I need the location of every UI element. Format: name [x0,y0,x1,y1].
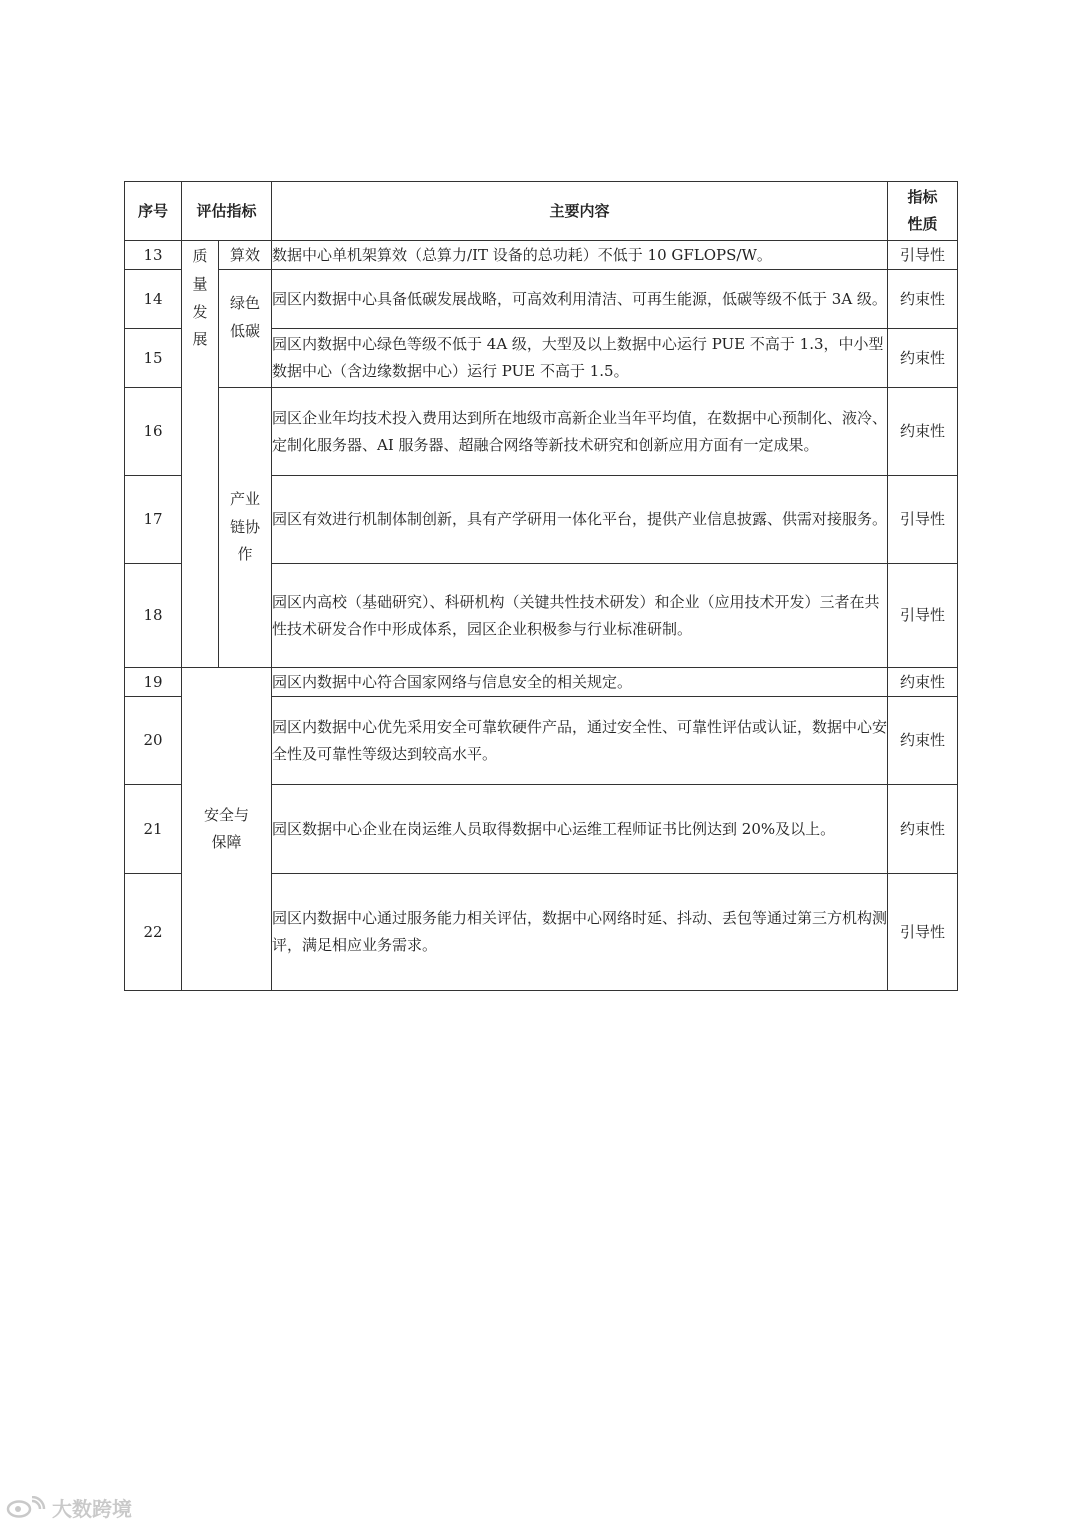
row-nature: 引导性 [888,874,958,991]
table-row [125,241,958,270]
subcategory-green-label: 绿色低碳 [229,294,260,340]
row-number: 17 [125,476,182,564]
row-number: 20 [125,697,182,785]
subcategory-green [219,270,272,388]
row-content: 园区内数据中心通过服务能力相关评估，数据中心网络时延、抖动、丢包等通过第三方机构测评，满足相应业务需求。 [272,874,888,991]
row-nature: 约束性 [888,697,958,785]
category-quality [182,241,219,668]
row-nature: 引导性 [888,476,958,564]
row-nature: 约束性 [888,329,958,388]
row-number: 15 [125,329,182,388]
subcategory-chain-label: 产业链协作 [229,489,260,564]
table-row [125,668,958,697]
row-nature: 约束性 [888,388,958,476]
table-header-row [125,182,958,241]
row-content: 园区数据中心企业在岗运维人员取得数据中心运维工程师证书比例达到 20%及以上。 [272,785,888,874]
category-security-line1: 安全与 [204,806,250,824]
evaluation-table [124,181,958,991]
watermark-text: 大数跨境 [52,1496,132,1521]
row-number: 14 [125,270,182,329]
header-content: 主要内容 [272,182,888,241]
row-content: 园区企业年均技术投入费用达到所在地级市高新企业当年平均值，在数据中心预制化、液冷、定制化服务器、AI 服务器、超融合网络等新技术研究和创新应用方面有一定成果。 [272,388,888,476]
header-indicator: 评估指标 [182,182,272,241]
row-number: 19 [125,668,182,697]
row-nature: 约束性 [888,270,958,329]
row-content: 园区内高校（基础研究）、科研机构（关键共性技术研发）和企业（应用技术开发）三者在共性技术研发合作中形成体系，园区企业积极参与行业标准研制。 [272,564,888,668]
category-security [182,668,272,991]
header-nature [888,182,958,241]
category-security-line2: 保障 [211,833,242,851]
header-seq: 序号 [125,182,182,241]
row-nature: 引导性 [888,241,958,270]
row-content: 园区内数据中心符合国家网络与信息安全的相关规定。 [272,668,888,697]
weibo-logo-icon [6,1496,48,1518]
header-nature-line1: 指标 [907,188,938,206]
subcategory-compute: 算效 [219,241,272,270]
row-number: 22 [125,874,182,991]
row-nature: 约束性 [888,785,958,874]
row-nature: 约束性 [888,668,958,697]
row-nature: 引导性 [888,564,958,668]
row-content: 园区内数据中心具备低碳发展战略，可高效利用清洁、可再生能源，低碳等级不低于 3A 级。 [272,270,888,329]
subcategory-chain [219,388,272,668]
row-number: 13 [125,241,182,270]
table-row [125,388,958,476]
row-content: 数据中心单机架算效（总算力/IT 设备的总功耗）不低于 10 GFLOPS/W。 [272,241,888,270]
row-content: 园区内数据中心优先采用安全可靠软硬件产品，通过安全性、可靠性评估或认证，数据中心安全性及可靠性等级达到较高水平。 [272,697,888,785]
table-row [125,270,958,329]
row-content: 园区内数据中心绿色等级不低于 4A 级，大型及以上数据中心运行 PUE 不高于 1.3，中小型数据中心（含边缘数据中心）运行 PUE 不高于 1.5。 [272,329,888,388]
category-quality-label: 质量发展 [192,247,208,349]
header-nature-line2: 性质 [907,215,938,233]
row-number: 18 [125,564,182,668]
row-number: 16 [125,388,182,476]
row-number: 21 [125,785,182,874]
row-content: 园区有效进行机制体制创新，具有产学研用一体化平台，提供产业信息披露、供需对接服务。 [272,476,888,564]
watermark [6,1492,146,1522]
